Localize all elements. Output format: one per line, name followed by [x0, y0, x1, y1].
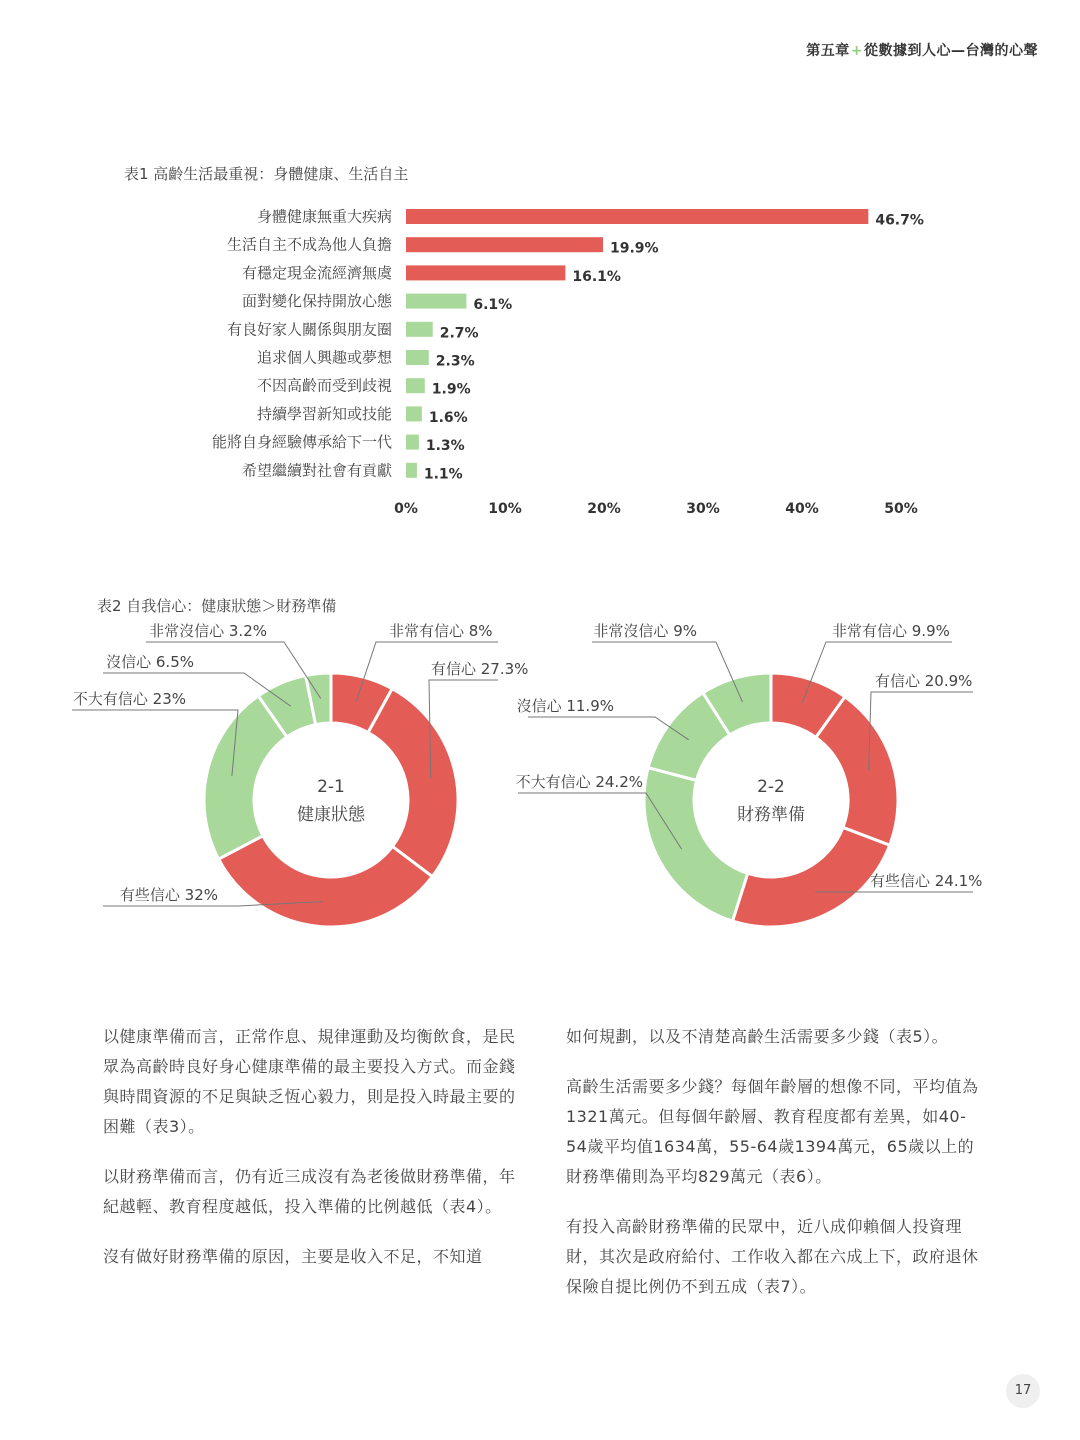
data-label: 46.7% [875, 212, 924, 229]
paragraph: 有投入高齡財務準備的民眾中，近八成仰賴個人投資理財，其次是政府給付、工作收入都在六成上下，政府退休保險自提比例仍不到五成（表7）。 [566, 1217, 979, 1296]
bar [406, 265, 565, 280]
data-label: 1.3% [425, 438, 465, 455]
category-label: 追求個人興趣或夢想 [256, 348, 392, 367]
slice-label: 沒信心 11.9% [516, 697, 614, 715]
chapter-number: 第五章 [806, 43, 850, 59]
donut-center-number: 2-1 [317, 777, 345, 797]
bar [406, 406, 422, 421]
slice-label: 非常沒信心 3.2% [149, 622, 267, 640]
slice-label: 不大有信心 24.2% [515, 773, 643, 791]
plus-icon: + [850, 43, 863, 59]
bar [406, 322, 433, 337]
slice-label: 非常有信心 8% [389, 622, 493, 640]
donut-slice [816, 697, 898, 845]
body-column-left [103, 1022, 523, 1292]
paragraph: 以健康準備而言，正常作息、規律運動及均衡飲食，是民眾為高齡時良好身心健康準備的最主要投入方式。而金錢與時間資源的不足與缺乏恆心毅力，則是投入時最主要的困難（表3）。 [103, 1027, 516, 1136]
donut-slice [644, 768, 748, 921]
data-label: 2.7% [439, 325, 479, 342]
bar [406, 435, 419, 450]
x-tick-label: 20% [587, 501, 621, 517]
donut-center-label: 健康狀態 [297, 805, 365, 825]
slice-label: 不大有信心 23% [72, 690, 186, 708]
category-label: 希望繼續對社會有貢獻 [241, 461, 392, 480]
paragraph: 沒有做好財務準備的原因，主要是收入不足，不知道 [103, 1247, 483, 1266]
chapter-header [806, 40, 1038, 60]
slice-label: 非常沒信心 9% [593, 622, 697, 640]
bar [406, 294, 466, 309]
data-label: 19.9% [610, 240, 659, 257]
data-label: 6.1% [473, 297, 513, 314]
bar [406, 209, 868, 224]
bar [406, 378, 425, 393]
bar [406, 237, 603, 252]
donut-chart-finance [515, 622, 1080, 940]
slice-label: 有些信心 32% [119, 886, 218, 904]
data-label: 2.3% [435, 353, 475, 370]
table1-title: 表1 高齡生活最重視：身體健康、生活自主 [124, 165, 409, 183]
category-label: 身體健康無重大疾病 [256, 207, 392, 226]
bar [406, 350, 429, 365]
data-label: 1.6% [428, 409, 468, 426]
bar [406, 463, 417, 478]
chapter-title: 從數據到人心—台灣的心聲 [864, 43, 1038, 59]
category-label: 有穩定現金流經濟無虞 [241, 263, 392, 282]
category-label: 不因高齡而受到歧視 [256, 376, 392, 395]
x-tick-label: 50% [884, 501, 918, 517]
table2-title: 表2 自我信心：健康狀態＞財務準備 [97, 597, 337, 615]
donut-chart-health [0, 622, 540, 940]
donut-center-number: 2-2 [757, 777, 785, 797]
data-label: 1.9% [431, 381, 471, 398]
donut-slice [368, 689, 458, 877]
page-number: 17 [1006, 1374, 1040, 1408]
x-tick-label: 40% [785, 501, 819, 517]
data-label: 1.1% [423, 466, 463, 483]
slice-label: 有信心 27.3% [431, 660, 529, 678]
slice-label: 有信心 20.9% [875, 672, 973, 690]
paragraph: 以財務準備而言，仍有近三成沒有為老後做財務準備，年紀越輕、教育程度越低，投入準備的比例越低（表4）。 [103, 1167, 516, 1216]
category-label: 生活自主不成為他人負擔 [226, 235, 392, 254]
category-label: 面對變化保持開放心態 [241, 292, 392, 311]
donut-slice [733, 827, 890, 927]
category-label: 持續學習新知或技能 [256, 404, 392, 423]
x-tick-label: 0% [394, 501, 418, 517]
x-tick-label: 30% [686, 501, 720, 517]
donut-center-label: 財務準備 [737, 805, 805, 825]
bar-chart-table1 [0, 195, 1080, 530]
data-label: 16.1% [572, 268, 621, 285]
slice-label: 有些信心 24.1% [870, 872, 983, 890]
category-label: 能將自身經驗傳承給下一代 [211, 433, 392, 452]
paragraph: 如何規劃，以及不清楚高齡生活需要多少錢（表5）。 [566, 1027, 949, 1046]
slice-label: 沒信心 6.5% [106, 653, 194, 671]
x-tick-label: 10% [488, 501, 522, 517]
paragraph: 高齡生活需要多少錢？每個年齡層的想像不同，平均值為1321萬元。但每個年齡層、教育程度都有差異，如40-54歲平均值1634萬，55-64歲1394萬元，65歲以上的財務準備則為平均829萬元（表6）。 [566, 1077, 979, 1186]
category-label: 有良好家人關係與朋友圈 [226, 320, 392, 339]
slice-label: 非常有信心 9.9% [832, 622, 950, 640]
body-column-right [566, 1022, 986, 1322]
